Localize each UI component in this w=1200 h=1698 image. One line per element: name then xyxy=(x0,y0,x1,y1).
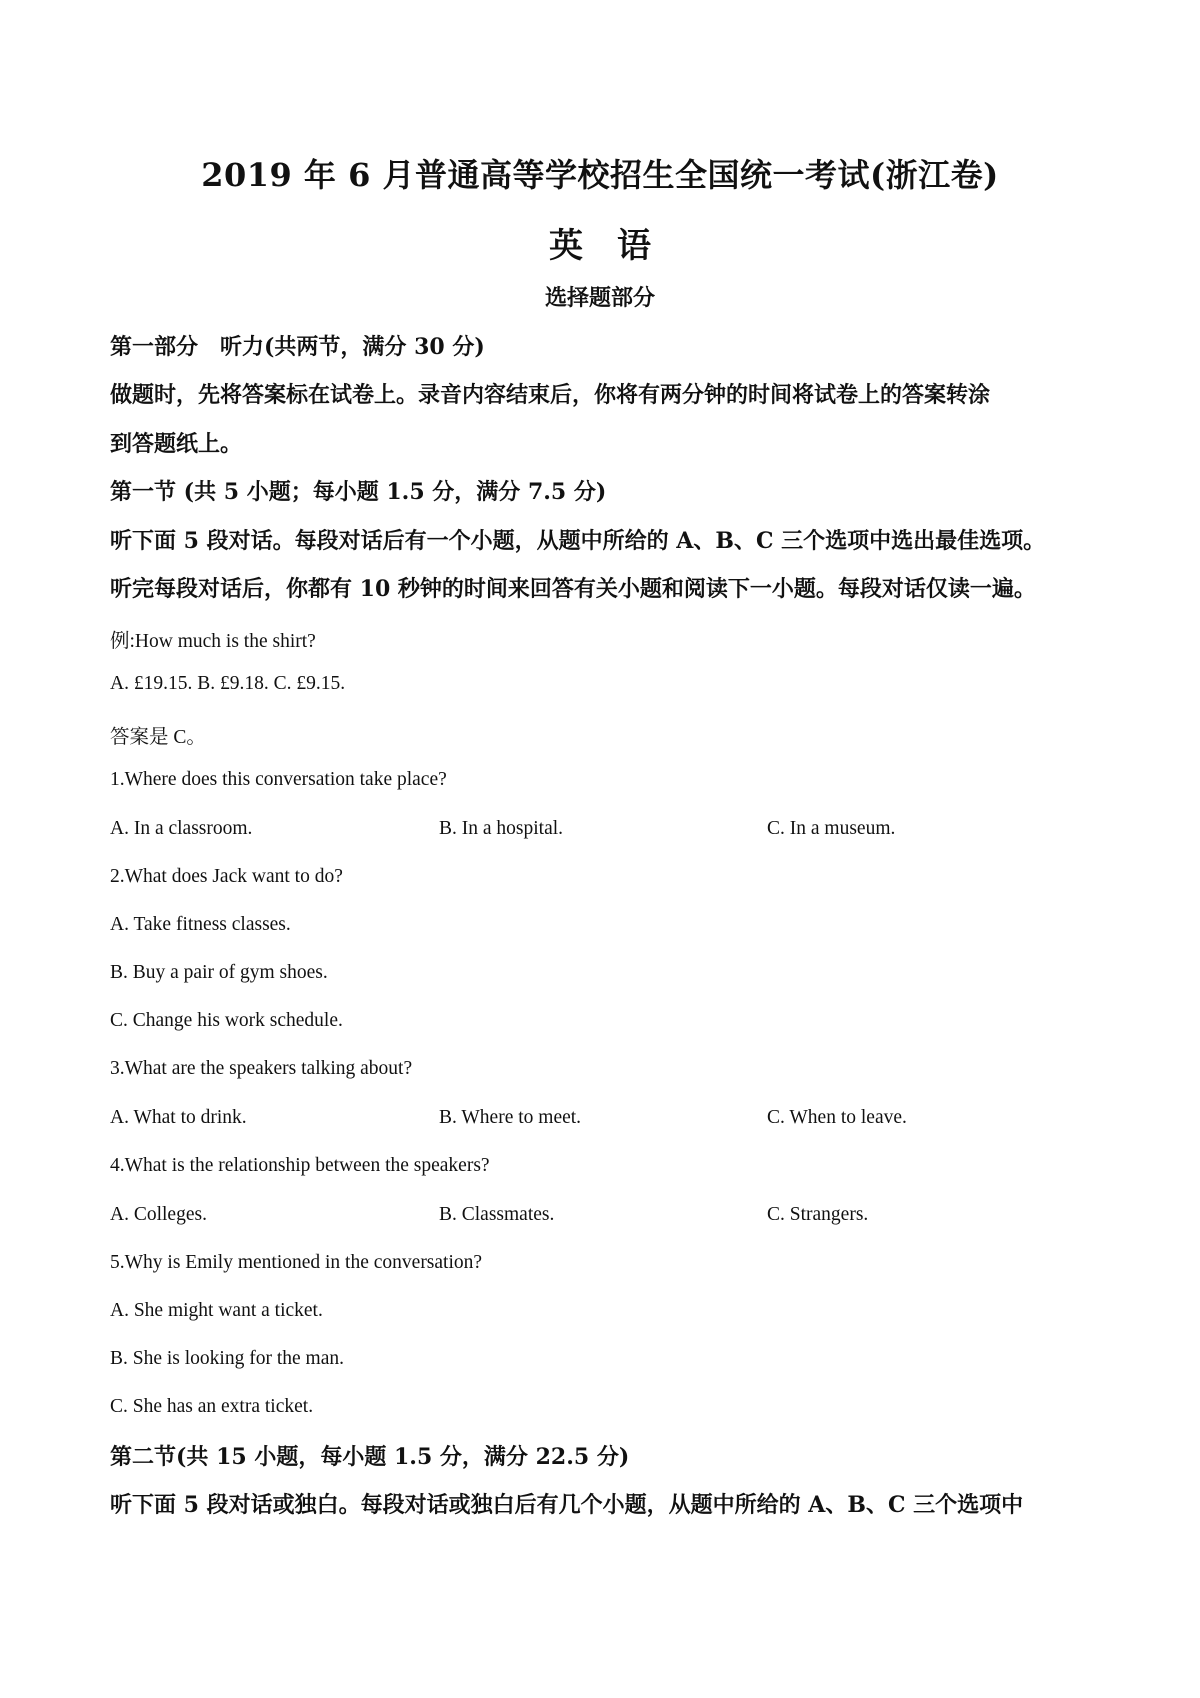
part1-heading: 第一部分 听力(共两节，满分 30 分) xyxy=(110,334,485,360)
section1-heading: 第一节 (共 5 小题；每小题 1.5 分，满分 7.5 分) xyxy=(110,479,607,505)
section2-heading: 第二节(共 15 小题，每小题 1.5 分，满分 22.5 分) xyxy=(110,1444,630,1470)
option-c: C. Change his work schedule. xyxy=(110,1010,343,1031)
question-stem: 1.Where does this conversation take place? xyxy=(110,769,447,790)
option-c: C. Strangers. xyxy=(767,1204,869,1225)
section1-instruction-cont: 听完每段对话后，你都有 10 秒钟的时间来回答有关小题和阅读下一小题。每段对话仅读一遍。 xyxy=(110,576,1036,602)
option-a: A. What to drink. xyxy=(110,1107,247,1128)
exam-title: 2019 年 6 月普通高等学校招生全国统一考试(浙江卷) xyxy=(201,156,999,194)
option-b: B. She is looking for the man. xyxy=(110,1348,344,1369)
option-b: B. Where to meet. xyxy=(439,1107,582,1128)
option-a: A. Take fitness classes. xyxy=(110,914,291,935)
example-answer: 答案是 C。 xyxy=(110,727,206,748)
example-options: A. £19.15. B. £9.18. C. £9.15. xyxy=(110,673,346,694)
option-a: A. She might want a ticket. xyxy=(110,1300,323,1321)
option-c: C. In a museum. xyxy=(767,818,896,839)
option-b: B. Buy a pair of gym shoes. xyxy=(110,962,328,983)
option-a: A. In a classroom. xyxy=(110,818,253,839)
question-stem: 2.What does Jack want to do? xyxy=(110,866,343,887)
part-heading: 选择题部分 xyxy=(544,285,655,311)
part1-instruction: 做题时，先将答案标在试卷上。录音内容结束后，你将有两分钟的时间将试卷上的答案转涂 xyxy=(110,382,991,408)
question-stem: 5.Why is Emily mentioned in the conversation? xyxy=(110,1252,483,1273)
option-a: A. Colleges. xyxy=(110,1204,207,1225)
option-b: B. Classmates. xyxy=(439,1204,555,1225)
subject-title: 英语 xyxy=(549,226,685,266)
option-c: C. When to leave. xyxy=(767,1107,907,1128)
example-question: 例:How much is the shirt? xyxy=(110,631,316,652)
section2-instruction: 听下面 5 段对话或独白。每段对话或独白后有几个小题，从题中所给的 A、B、C 三个选项中 xyxy=(110,1492,1024,1518)
part1-instruction-cont: 到答题纸上。 xyxy=(110,431,243,457)
option-b: B. In a hospital. xyxy=(439,818,564,839)
question-stem: 4.What is the relationship between the speakers? xyxy=(110,1155,490,1176)
question-stem: 3.What are the speakers talking about? xyxy=(110,1058,413,1079)
section1-instruction: 听下面 5 段对话。每段对话后有一个小题，从题中所给的 A、B、C 三个选项中选出最佳选项。 xyxy=(110,528,1046,554)
option-c: C. She has an extra ticket. xyxy=(110,1396,314,1417)
